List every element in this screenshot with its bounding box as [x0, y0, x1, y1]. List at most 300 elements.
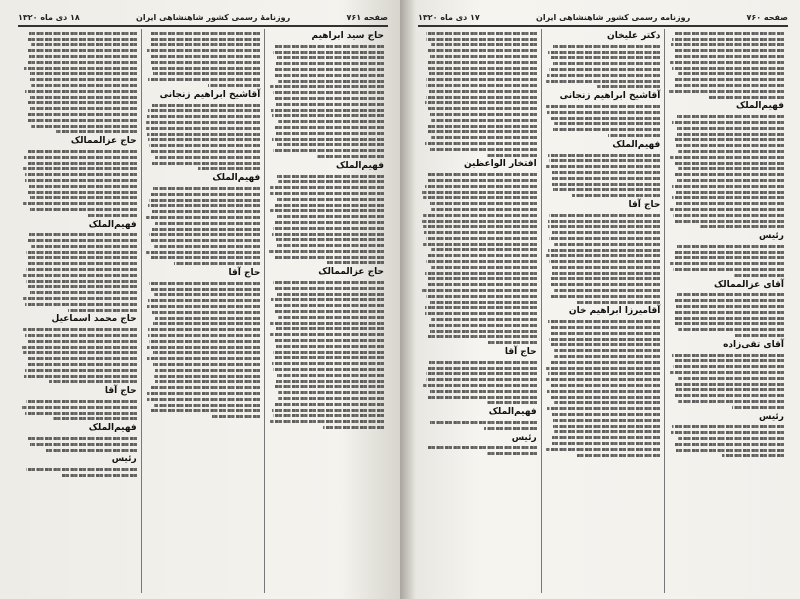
text-line [316, 155, 384, 158]
text-line [676, 191, 784, 194]
text-line [275, 403, 384, 406]
text-line [700, 225, 784, 228]
text-line [548, 320, 660, 323]
text-line [670, 371, 784, 374]
text-line [676, 388, 784, 391]
text-line [155, 380, 261, 383]
text-line [149, 233, 260, 236]
text-line [274, 204, 384, 207]
text-line [546, 448, 660, 451]
text-line [23, 351, 137, 354]
text-line [151, 43, 261, 46]
speaker-heading: حاج سید ابراهیم [311, 31, 384, 41]
text-line [273, 149, 384, 152]
speaker-heading: فهیم‌الملک [612, 139, 661, 150]
text-line [426, 38, 536, 41]
text-line [148, 334, 260, 337]
text-line [423, 243, 537, 246]
text-line [278, 316, 384, 319]
text-line [549, 68, 660, 71]
text-line [678, 377, 784, 380]
text-line [148, 138, 260, 141]
text-line [548, 372, 660, 375]
text-line [552, 177, 661, 180]
text-line [674, 317, 784, 320]
text-line [547, 407, 661, 410]
text-line [675, 173, 784, 176]
text-line [670, 208, 784, 211]
text-line [151, 32, 261, 35]
text-line [31, 84, 137, 87]
text-line [22, 346, 136, 349]
text-line [277, 143, 384, 146]
text-line [150, 38, 260, 41]
text-line [271, 298, 384, 301]
text-line [677, 133, 784, 136]
text-line [147, 305, 261, 308]
text-line [677, 245, 784, 248]
speaker-heading: حاج آقا [504, 347, 537, 358]
text-line [546, 165, 660, 168]
text-line [30, 78, 137, 81]
text-line [425, 185, 537, 188]
text-column [264, 29, 388, 593]
text-line [27, 437, 137, 440]
text-line [430, 55, 537, 58]
text-line [270, 322, 384, 325]
text-line [151, 193, 260, 196]
text-line [549, 237, 660, 240]
text-line [28, 61, 136, 64]
text-line [30, 196, 136, 199]
text-line [147, 133, 260, 136]
text-line [28, 239, 136, 242]
text-line [56, 130, 137, 133]
speaker-heading: آقامیرزا ابراهیم خان [568, 306, 661, 317]
text-line [23, 328, 137, 331]
text-line [147, 346, 260, 349]
text-line [273, 91, 384, 94]
text-line [554, 289, 661, 292]
text-line [677, 115, 784, 118]
text-line [431, 119, 536, 122]
text-line [23, 274, 137, 277]
text-line [27, 119, 136, 122]
text-line [28, 49, 137, 52]
text-line [31, 125, 137, 128]
text-line [428, 254, 536, 257]
text-line [278, 80, 384, 83]
text-line [278, 180, 384, 183]
text-line [548, 249, 660, 252]
text-line [277, 198, 384, 201]
text-line [26, 268, 136, 271]
text-line [553, 128, 660, 131]
text-line [212, 415, 260, 418]
text-line [675, 256, 784, 259]
text-line [552, 442, 661, 445]
text-line [26, 251, 137, 254]
text-line [275, 356, 384, 359]
text-line [427, 107, 537, 110]
text-line [550, 326, 660, 329]
text-line [551, 361, 660, 364]
text-line [430, 301, 537, 304]
text-line [149, 144, 260, 147]
text-line [276, 103, 384, 106]
text-line [734, 274, 784, 277]
text-line [272, 138, 384, 141]
text-line [486, 452, 537, 455]
text-line [675, 394, 784, 397]
text-line [150, 409, 260, 412]
page-number: صفحه ۷۶۰ [746, 12, 788, 22]
text-line [276, 62, 384, 65]
text-line [678, 437, 784, 440]
text-line [148, 299, 261, 302]
text-line [146, 251, 261, 254]
text-line [548, 220, 661, 223]
issue-date: ۱۷ دی ماه ۱۳۲۰ [418, 12, 480, 22]
text-line [273, 351, 384, 354]
text-line [22, 406, 137, 409]
text-line [27, 113, 137, 116]
text-line [149, 199, 261, 202]
text-line [422, 220, 537, 223]
text-line [546, 80, 660, 83]
text-line [274, 385, 384, 388]
text-line [552, 171, 660, 174]
text-line [30, 208, 136, 211]
text-line [270, 420, 384, 423]
text-line [423, 384, 537, 387]
text-line [547, 74, 661, 77]
text-line [278, 120, 384, 123]
text-line [577, 454, 660, 457]
text-line [273, 368, 384, 371]
text-line [151, 256, 261, 259]
text-line [608, 134, 660, 137]
text-column [541, 29, 665, 593]
text-line [546, 105, 660, 108]
text-line [553, 188, 660, 191]
text-line [148, 78, 260, 81]
text-line [25, 412, 136, 415]
text-line [152, 210, 260, 213]
text-line [275, 287, 384, 290]
text-line [31, 43, 137, 46]
text-line [272, 362, 384, 365]
speaker-heading: فهیم‌الملک [488, 407, 537, 418]
text-line [551, 343, 660, 346]
text-line [29, 32, 137, 35]
text-line [277, 175, 384, 178]
text-line [551, 117, 660, 120]
text-line [148, 109, 261, 112]
text-line [428, 335, 536, 338]
text-line [428, 277, 537, 280]
text-line [547, 111, 660, 114]
text-line [149, 282, 260, 285]
text-line [554, 349, 660, 352]
text-line [31, 245, 137, 248]
text-line [674, 162, 784, 165]
text-line [676, 144, 784, 147]
text-line [676, 202, 784, 205]
text-line [273, 414, 384, 417]
text-line [546, 378, 660, 381]
text-line [551, 384, 661, 387]
text-line [428, 67, 536, 70]
text-line [270, 192, 384, 195]
text-line [30, 443, 136, 446]
text-line [146, 121, 260, 124]
text-line [424, 231, 536, 234]
text-line [24, 67, 137, 70]
text-line [27, 38, 137, 41]
text-line [155, 369, 261, 372]
text-line [25, 303, 137, 306]
text-line [30, 96, 136, 99]
page-header [418, 10, 788, 24]
text-line [24, 375, 137, 378]
text-line [422, 289, 536, 292]
text-line [425, 312, 537, 315]
text-line [431, 318, 537, 321]
text-line [427, 130, 537, 133]
text-line [430, 421, 537, 424]
text-line [675, 383, 784, 386]
text-line [732, 406, 784, 409]
text-columns [418, 29, 788, 593]
text-line [429, 72, 537, 75]
speaker-heading: حاج محمد اسماعیل [51, 314, 137, 325]
text-line [88, 214, 137, 217]
text-line [277, 244, 384, 247]
newspaper-title: روزنامهٔ رسمی کشور شاهنشاهی ایران [136, 12, 291, 22]
text-line [272, 114, 384, 117]
text-line [153, 72, 261, 75]
text-line [30, 291, 137, 294]
text-line [272, 233, 384, 236]
text-line [676, 305, 784, 308]
text-line [427, 61, 537, 64]
text-columns [18, 29, 388, 593]
text-line [430, 390, 536, 393]
text-line [572, 194, 660, 197]
text-line [28, 262, 137, 265]
text-line [678, 150, 784, 153]
text-line [426, 372, 536, 375]
text-line [274, 126, 384, 129]
text-line [423, 225, 536, 228]
text-line [147, 392, 260, 395]
text-line [597, 85, 660, 88]
text-line [430, 148, 536, 151]
text-line [550, 277, 661, 280]
text-line [488, 341, 536, 344]
text-line [678, 328, 784, 331]
text-line [431, 266, 537, 269]
text-line [423, 214, 536, 217]
text-line [24, 156, 136, 159]
speaker-heading: فهیم‌الملک [336, 160, 384, 171]
text-line [25, 369, 137, 372]
text-line [551, 396, 661, 399]
text-line [146, 127, 260, 130]
text-line [673, 268, 784, 271]
text-line [147, 398, 260, 401]
issue-date: ۱۸ دی ماه ۱۳۲۰ [18, 12, 80, 22]
text-line [275, 221, 384, 224]
text-line [554, 355, 661, 358]
text-line [27, 357, 136, 360]
text-line [153, 187, 260, 190]
text-line [672, 196, 784, 199]
text-line [552, 183, 660, 186]
text-line [27, 150, 137, 153]
text-column [18, 29, 141, 593]
speaker-heading: افتخار الواعظین [463, 159, 537, 170]
text-line [676, 449, 784, 452]
text-line [670, 262, 784, 265]
text-line [431, 208, 537, 211]
text-line [426, 237, 537, 240]
text-line [429, 361, 537, 364]
text-line [151, 55, 261, 58]
text-line [426, 96, 537, 99]
text-line [323, 426, 384, 429]
text-line [277, 374, 384, 377]
text-line [153, 363, 260, 366]
text-line [154, 293, 261, 296]
text-line [152, 104, 260, 107]
text-line [428, 396, 537, 399]
text-line [675, 220, 784, 223]
text-line [276, 327, 384, 330]
text-line [68, 309, 137, 312]
text-line [25, 334, 137, 337]
text-line [672, 354, 784, 357]
speaker-heading: رئیس [759, 411, 784, 422]
text-line [677, 127, 784, 130]
text-line [426, 32, 537, 35]
text-line [431, 43, 537, 46]
text-line [426, 78, 536, 81]
text-line [675, 311, 784, 314]
text-line [276, 380, 384, 383]
header-rule [18, 25, 388, 27]
text-line [270, 85, 384, 88]
text-line [672, 38, 784, 41]
text-line [675, 322, 784, 325]
text-line [154, 404, 261, 407]
text-line [277, 56, 384, 59]
text-line [427, 49, 537, 52]
text-line [27, 363, 137, 366]
text-line [722, 454, 784, 457]
text-line [431, 248, 537, 251]
text-line [152, 162, 260, 165]
text-line [27, 340, 137, 343]
text-line [677, 179, 784, 182]
text-line [549, 159, 660, 162]
header-rule [418, 25, 788, 27]
text-line [274, 68, 384, 71]
text-line [327, 261, 384, 264]
text-line [553, 62, 661, 65]
text-line [29, 185, 137, 188]
text-line [674, 359, 784, 362]
text-line [670, 156, 784, 159]
text-line [29, 233, 136, 236]
speaker-heading: حاج آقا [104, 386, 137, 397]
text-line [427, 125, 537, 128]
text-line [670, 61, 784, 64]
text-line [149, 340, 261, 343]
text-line [554, 243, 661, 246]
text-line [147, 115, 260, 118]
text-line [553, 419, 661, 422]
text-line [148, 204, 260, 207]
text-line [49, 380, 137, 383]
text-line [550, 332, 660, 335]
text-line [487, 154, 537, 157]
text-line [270, 186, 384, 189]
speaker-heading: آقاشیخ ابراهیم زنجانی [559, 91, 661, 102]
speaker-heading: فهیم‌الملک [88, 423, 137, 434]
text-line [426, 378, 536, 381]
text-line [554, 122, 660, 125]
text-line [274, 339, 384, 342]
text-line [554, 401, 660, 404]
text-line [29, 55, 137, 58]
speaker-heading: حاج عزالممالک [318, 267, 384, 278]
text-line [549, 214, 660, 217]
text-line [152, 311, 260, 314]
text-line [275, 97, 384, 100]
text-line [147, 357, 260, 360]
speaker-heading: حاج عزالممالک [70, 136, 137, 147]
page-header [18, 10, 388, 24]
text-line [430, 113, 536, 116]
text-line [26, 468, 137, 471]
text-line [174, 262, 260, 265]
text-line [422, 191, 536, 194]
text-line [548, 154, 660, 157]
text-line [208, 84, 260, 87]
speaker-heading: حاج آقا [628, 199, 661, 210]
text-line [27, 285, 136, 288]
text-line [553, 425, 661, 428]
text-line [428, 173, 536, 176]
text-line [429, 90, 536, 93]
text-line [153, 351, 261, 354]
text-column [664, 29, 788, 593]
text-line [429, 324, 537, 327]
text-line [430, 330, 537, 333]
speaker-heading: رئیس [111, 454, 137, 465]
text-line [46, 449, 136, 452]
text-line [151, 288, 261, 291]
text-line [151, 239, 261, 242]
text-line [270, 333, 384, 336]
text-line [674, 84, 784, 87]
text-line [735, 334, 784, 337]
text-line [276, 345, 384, 348]
page-number: صفحه ۷۶۱ [346, 12, 388, 22]
text-line [61, 474, 137, 477]
